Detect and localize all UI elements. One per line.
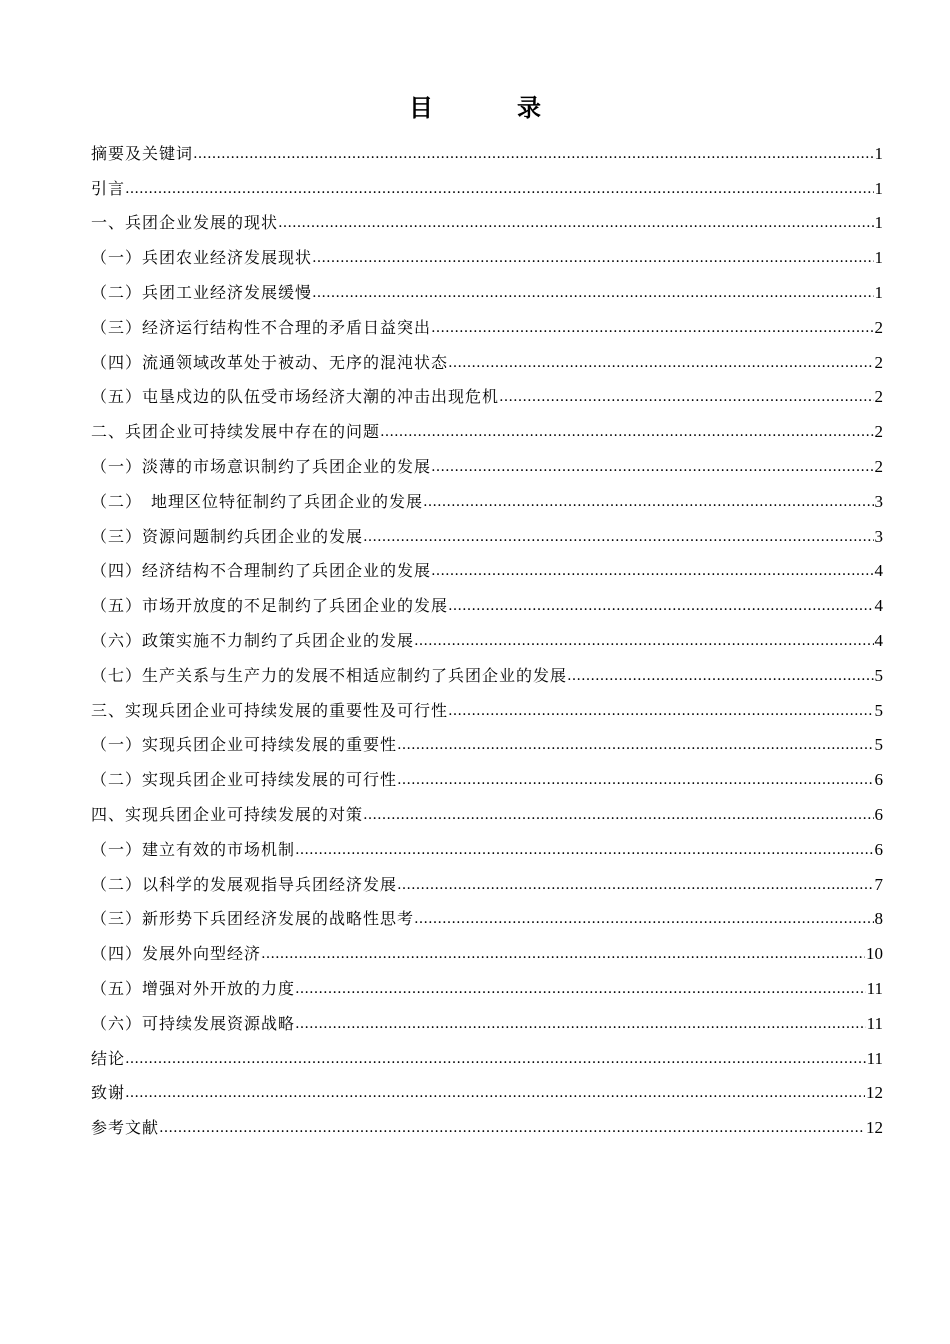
toc-entry[interactable] (91, 653, 883, 688)
toc-entry[interactable] (91, 479, 883, 514)
toc-entry[interactable] (91, 757, 883, 792)
toc-entry[interactable] (91, 444, 883, 479)
toc-page-number: 6 (874, 804, 883, 824)
toc-page-number: 1 (874, 282, 883, 302)
toc-entry-text: （五）增强对外开放的力度 (91, 978, 296, 998)
toc-dot-leader (380, 422, 873, 444)
toc-page-number: 12 (866, 1083, 883, 1103)
toc-entry[interactable] (91, 131, 883, 166)
toc-dot-leader (295, 979, 866, 1001)
toc-page-number: 1 (874, 248, 883, 268)
toc-page-number: 5 (874, 665, 883, 685)
toc-entry[interactable] (91, 340, 883, 375)
toc-dot-leader (448, 701, 873, 723)
toc-page-number: 1 (874, 143, 883, 163)
toc-entry[interactable] (91, 1001, 883, 1036)
toc-entry-text: （三）资源问题制约兵团企业的发展 (91, 526, 364, 546)
toc-entry-text: （七）生产关系与生产力的发展不相适应制约了兵团企业的发展 (91, 665, 568, 685)
toc-page-number: 4 (874, 561, 883, 581)
toc-entry[interactable] (91, 723, 883, 758)
toc-title: 目 录 (409, 93, 571, 122)
toc-page-number: 11 (866, 1013, 883, 1033)
toc-list (91, 131, 883, 1140)
toc-entry-text: （一）兵团农业经济发展现状 (91, 248, 313, 268)
toc-entry[interactable] (91, 827, 883, 862)
toc-dot-leader (448, 596, 873, 618)
toc-entry-text: （二） 地理区位特征制约了兵团企业的发展 (91, 491, 424, 511)
toc-dot-leader (159, 1118, 865, 1140)
toc-page-number: 2 (874, 456, 883, 476)
toc-entry[interactable] (91, 966, 883, 1001)
toc-entry[interactable] (91, 862, 883, 897)
toc-entry[interactable] (91, 897, 883, 932)
toc-entry-text: （四）流通领域改革处于被动、无序的混沌状态 (91, 352, 449, 372)
toc-page-number: 3 (874, 491, 883, 511)
toc-page-number: 1 (874, 213, 883, 233)
toc-entry-text: 引言 (91, 178, 126, 198)
toc-entry-text: （一）实现兵团企业可持续发展的重要性 (91, 735, 398, 755)
toc-page-number: 5 (874, 700, 883, 720)
toc-entry-text: 结论 (91, 1048, 126, 1068)
toc-entry-text: （二）兵团工业经济发展缓慢 (91, 282, 313, 302)
toc-entry[interactable] (91, 375, 883, 410)
toc-dot-leader (431, 318, 873, 340)
toc-entry[interactable] (91, 305, 883, 340)
toc-entry-text: 参考文献 (91, 1118, 160, 1138)
toc-dot-leader (414, 909, 873, 931)
toc-page-number: 2 (874, 387, 883, 407)
toc-entry-text: （四）发展外向型经济 (91, 944, 262, 964)
toc-page-number: 8 (874, 909, 883, 929)
toc-dot-leader (125, 179, 873, 201)
toc-dot-leader (295, 840, 873, 862)
toc-entry-text: （一）建立有效的市场机制 (91, 839, 296, 859)
toc-entry[interactable] (91, 1036, 883, 1071)
toc-page-number: 6 (874, 770, 883, 790)
toc-entry-text: 一、兵团企业发展的现状 (91, 213, 279, 233)
toc-dot-leader (448, 353, 873, 375)
toc-entry-text: （六）可持续发展资源战略 (91, 1013, 296, 1033)
toc-entry[interactable] (91, 1071, 883, 1106)
toc-entry-text: 二、兵团企业可持续发展中存在的问题 (91, 422, 381, 442)
toc-dot-leader (261, 944, 865, 966)
toc-entry[interactable] (91, 931, 883, 966)
toc-dot-leader (363, 805, 873, 827)
toc-dot-leader (278, 213, 873, 235)
toc-dot-leader (431, 561, 873, 583)
toc-dot-leader (423, 492, 873, 514)
toc-entry-text: 致谢 (91, 1083, 126, 1103)
toc-page-number: 11 (866, 1048, 883, 1068)
toc-entry-text: （三）经济运行结构性不合理的矛盾日益突出 (91, 317, 432, 337)
toc-page-number: 12 (866, 1118, 883, 1138)
toc-page-number: 2 (874, 422, 883, 442)
toc-page-number: 1 (874, 178, 883, 198)
toc-entry-text: 四、实现兵团企业可持续发展的对策 (91, 804, 364, 824)
toc-dot-leader (567, 666, 873, 688)
toc-page-number: 7 (874, 874, 883, 894)
toc-entry[interactable] (91, 583, 883, 618)
toc-entry-text: （五）市场开放度的不足制约了兵团企业的发展 (91, 596, 449, 616)
toc-entry-text: 摘要及关键词 (91, 143, 194, 163)
toc-page-number: 5 (874, 735, 883, 755)
toc-entry[interactable] (91, 235, 883, 270)
toc-entry[interactable] (91, 201, 883, 236)
toc-page-number: 3 (874, 526, 883, 546)
toc-entry-text: （一）淡薄的市场意识制约了兵团企业的发展 (91, 456, 432, 476)
toc-dot-leader (312, 248, 873, 270)
toc-page-number: 10 (866, 944, 883, 964)
toc-entry-text: （五）屯垦戍边的队伍受市场经济大潮的冲击出现危机 (91, 387, 500, 407)
toc-entry[interactable] (91, 514, 883, 549)
toc-entry[interactable] (91, 270, 883, 305)
toc-entry-text: （二）实现兵团企业可持续发展的可行性 (91, 770, 398, 790)
toc-entry-text: （六）政策实施不力制约了兵团企业的发展 (91, 630, 415, 650)
toc-page-number: 4 (874, 596, 883, 616)
toc-entry-text: （二）以科学的发展观指导兵团经济发展 (91, 874, 398, 894)
toc-entry[interactable] (91, 1105, 883, 1140)
toc-dot-leader (125, 1083, 865, 1105)
toc-dot-leader (125, 1049, 866, 1071)
toc-page-number: 2 (874, 352, 883, 372)
toc-dot-leader (397, 770, 873, 792)
toc-entry-text: （三）新形势下兵团经济发展的战略性思考 (91, 909, 415, 929)
toc-page-number: 4 (874, 630, 883, 650)
toc-entry[interactable] (91, 618, 883, 653)
toc-dot-leader (397, 735, 873, 757)
toc-dot-leader (295, 1014, 866, 1036)
toc-entry[interactable] (91, 688, 883, 723)
toc-entry[interactable] (91, 409, 883, 444)
toc-dot-leader (363, 527, 873, 549)
toc-entry-text: 三、实现兵团企业可持续发展的重要性及可行性 (91, 700, 449, 720)
toc-page-number: 11 (866, 978, 883, 998)
toc-dot-leader (397, 875, 873, 897)
toc-entry-text: （四）经济结构不合理制约了兵团企业的发展 (91, 561, 432, 581)
toc-dot-leader (499, 387, 873, 409)
toc-page-number: 6 (874, 839, 883, 859)
toc-entry[interactable] (91, 166, 883, 201)
toc-dot-leader (312, 283, 873, 305)
toc-page-number: 2 (874, 317, 883, 337)
toc-dot-leader (193, 144, 873, 166)
toc-dot-leader (431, 457, 873, 479)
toc-dot-leader (414, 631, 873, 653)
toc-entry[interactable] (91, 792, 883, 827)
toc-entry[interactable] (91, 549, 883, 584)
